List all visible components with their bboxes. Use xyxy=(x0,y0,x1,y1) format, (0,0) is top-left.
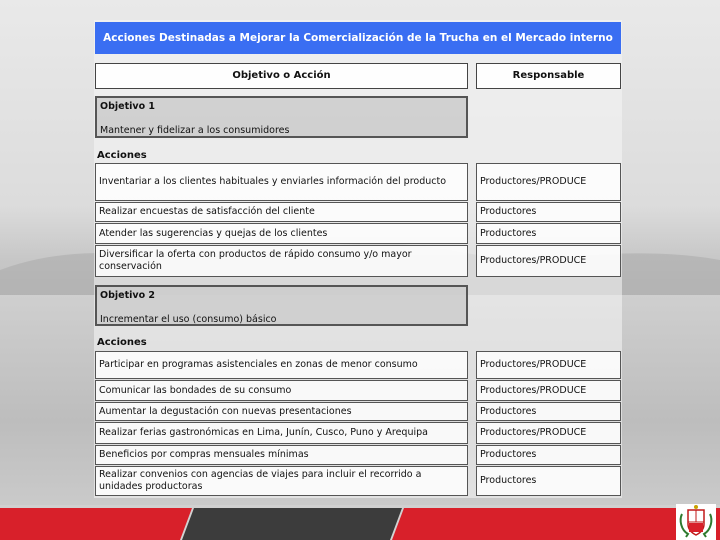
footer-dark-stripe xyxy=(182,508,402,540)
table-row-action: Aumentar la degustación con nuevas presentaciones xyxy=(95,402,468,421)
footer-red-stripe-left xyxy=(0,508,192,540)
table-row-action: Comunicar las bondades de su consumo xyxy=(95,380,468,401)
objective-2-label: Objetivo 2 xyxy=(100,290,156,301)
actions-label-1: Acciones xyxy=(97,150,147,161)
objective-2-box xyxy=(95,285,468,326)
header-objective: Objetivo o Acción xyxy=(95,63,468,89)
table-row-action: Atender las sugerencias y quejas de los clientes xyxy=(95,223,468,244)
footer-band xyxy=(0,508,720,540)
table-row-responsible: Productores/PRODUCE xyxy=(476,163,621,201)
table-row-responsible: Productores/PRODUCE xyxy=(476,351,621,379)
table-row-action: Diversificar la oferta con productos de rápido consumo y/o mayor conservación xyxy=(95,245,468,277)
table-row-responsible: Productores/PRODUCE xyxy=(476,380,621,401)
table-row-action: Realizar encuestas de satisfacción del cliente xyxy=(95,202,468,222)
table-row-responsible: Productores xyxy=(476,445,621,465)
objective-1-text: Mantener y fidelizar a los consumidores xyxy=(100,125,290,136)
objective-1-label: Objetivo 1 xyxy=(100,101,156,112)
table-row-responsible: Productores xyxy=(476,202,621,222)
header-responsible: Responsable xyxy=(476,63,621,89)
table-row-action: Realizar convenios con agencias de viajes para incluir el recorrido a unidades productoras xyxy=(95,466,468,496)
slide-title: Acciones Destinadas a Mejorar la Comercialización de la Trucha en el Mercado interno xyxy=(95,22,621,54)
objective-2-text: Incrementar el uso (consumo) básico xyxy=(100,314,277,325)
table-row-action: Inventariar a los clientes habituales y enviarles información del producto xyxy=(95,163,468,201)
table-row-responsible: Productores/PRODUCE xyxy=(476,245,621,277)
table-row-action: Realizar ferias gastronómicas en Lima, Junín, Cusco, Puno y Arequipa xyxy=(95,422,468,444)
objective-1-box xyxy=(95,96,468,138)
table-row-action: Participar en programas asistenciales en zonas de menor consumo xyxy=(95,351,468,379)
actions-label-2: Acciones xyxy=(97,337,147,348)
table-row-responsible: Productores xyxy=(476,402,621,421)
coat-of-arms-icon xyxy=(676,504,716,540)
footer-red-stripe-right xyxy=(392,508,720,540)
table-row-responsible: Productores/PRODUCE xyxy=(476,422,621,444)
table-row-responsible: Productores xyxy=(476,223,621,244)
table-row-responsible: Productores xyxy=(476,466,621,496)
table-row-action: Beneficios por compras mensuales mínimas xyxy=(95,445,468,465)
